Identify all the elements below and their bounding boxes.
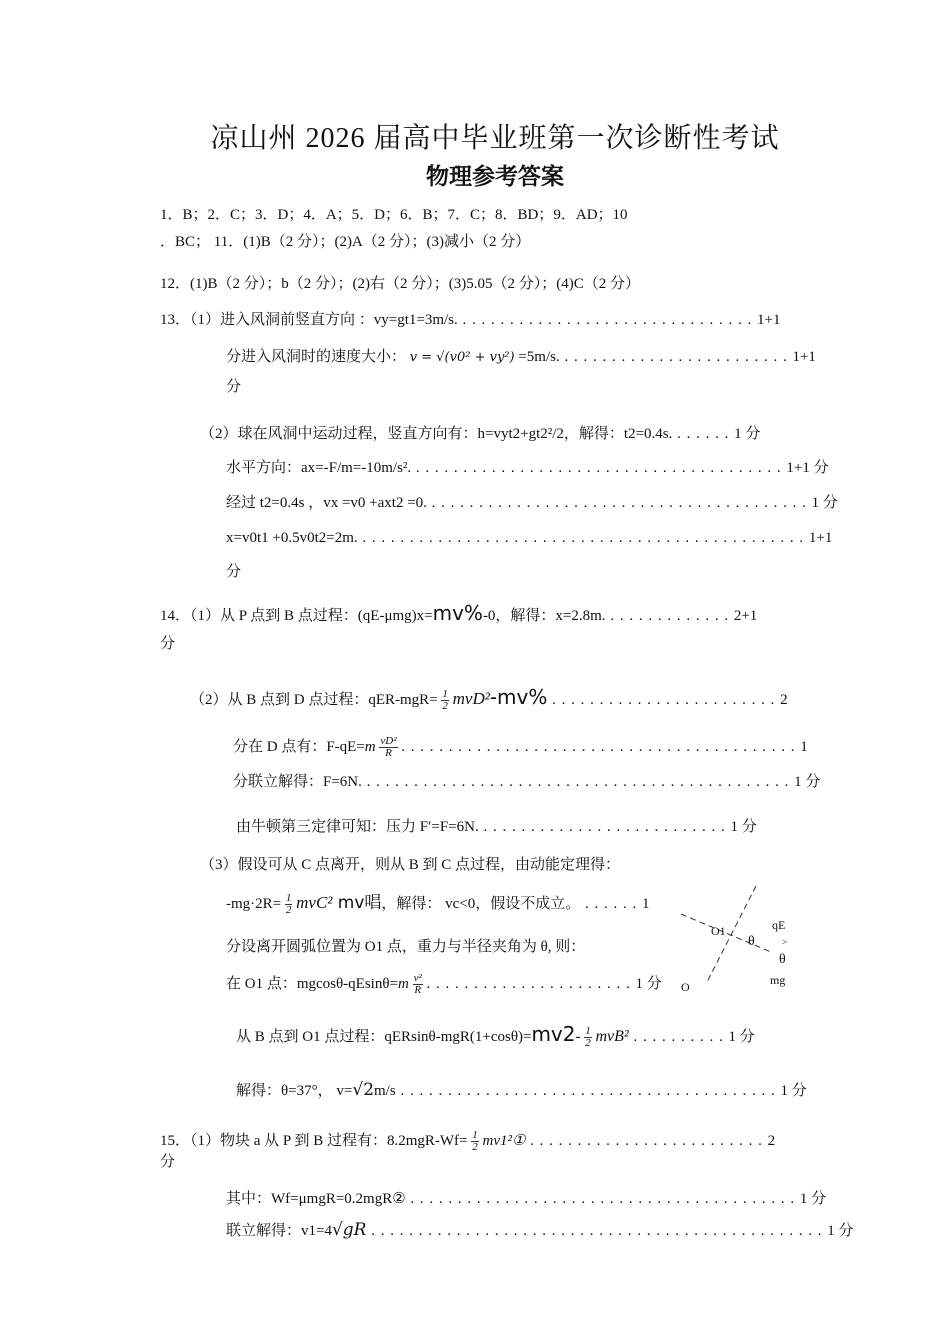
q14-line-2: 分 [160, 636, 176, 652]
q15-line-1: 15．（1）物块 a 从 P 到 B 过程有：8.2mgR-Wf= $\frac{1}{2}$ mv1²① . . . . . . . . . . . . . . . . . . . . . . . . . 2 [160, 1129, 776, 1153]
q13-line-1: 13．（1）进入风洞前竖直方向 ：vy=gt1=3m/s. . . . . . . . . . . . . . . . . . . . . . . . . . . . . . . . 1+1 [160, 312, 781, 328]
label-o1: O1 [711, 924, 726, 938]
q13-line-7: x=v0t1 +0.5v0t2=2m. . . . . . . . . . . . . . . . . . . . . . . . . . . . . . . . . . . . . . . . . . . . . . . . 1+1 [226, 530, 833, 546]
q15-line-2: 分 [160, 1154, 176, 1170]
arrow-icon: > [782, 937, 788, 947]
q13-line-3: 分 [226, 379, 242, 395]
q14-line-5: 分联立解得：F=6N. . . . . . . . . . . . . . . . . . . . . . . . . . . . . . . . . . . . . . . . . . . . . . 1 分 [233, 774, 821, 790]
exam-title: 凉山州 2026 届高中毕业班第一次诊断性考试 [210, 123, 780, 154]
force-diagram [676, 884, 796, 994]
q14-line-8: -mg·2R= $\frac{1}{2}$ mvC² mv唱，解得： vc<0，假设不成立。 . . . . . . 1 [226, 892, 650, 917]
q13-line-6: 经过 t2=0.4s ，vx =v0 +axt2 =0. . . . . . . . . . . . . . . . . . . . . . . . . . . . . . . . . . . . . . . . . 1 分 [226, 495, 838, 511]
speed-formula: v = √(v0² + vy²) [409, 350, 515, 365]
q14-line-1: 14．（1）从 P 点到 B 点过程：(qE-μmg)x=mv%-0，解得：x=2.8m. . . . . . . . . . . . . . 2+1 [160, 601, 758, 625]
q14-line-7: （3）假设可从 C 点离开，则从 B 到 C 点过程，由动能定理得： [200, 857, 621, 873]
label-theta-2: θ [779, 952, 786, 967]
q15-line-3: 其中：Wf=μmgR=0.2mgR② . . . . . . . . . . . . . . . . . . . . . . . . . . . . . . . . . . . . . . . . . 1 分 [226, 1191, 827, 1207]
q14-line-3: （2）从 B 点到 D 点过程：qER-mgR= $\frac{1}{2}$ mvD²-mv% . . . . . . . . . . . . . . . . . . . . . . . . 2 [190, 685, 788, 713]
q12-answer: 12．(1)B（2 分）；b（2 分）；(2)右（2 分）；(3)5.05（2 分）；(4)C（2 分） [160, 276, 640, 292]
q13-line-5: 水平方向：ax=-F/m=-10m/s². . . . . . . . . . . . . . . . . . . . . . . . . . . . . . . . . . . . . . . . 1+1 分 [226, 460, 829, 476]
mc-answers-line-2: ．BC； 11．(1)B（2 分）；(2)A（2 分）；(3)减小（2 分） [160, 234, 531, 250]
q14-line-9: 分设离开圆弧位置为 O1 点，重力与半径夹角为 θ, 则： [226, 939, 586, 955]
label-mg: mg [770, 973, 786, 987]
q13-line-4: （2）球在风洞中运动过程，竖直方向有：h=vyt2+gt2²/2，解得：t2=0.4s. . . . . . . 1 分 [200, 426, 761, 442]
label-o: O [681, 980, 690, 994]
q14-line-10: 在 O1 点：mgcosθ-qEsinθ=m $\frac{\text{v²}}{R}$ . . . . . . . . . . . . . . . . . . . . . . 1 分 [226, 972, 662, 996]
q14-line-11: 从 B 点到 O1 点过程：qERsinθ-mgR(1+cosθ)=mv2- $\frac{1}{2}$ mvB² . . . . . . . . . . 1 分 [236, 1022, 755, 1050]
label-theta-1: θ [748, 934, 755, 949]
q14-line-4: 分在 D 点有：F-qE=m $\frac{\text{vD²}}{R}$ . . . . . . . . . . . . . . . . . . . . . . . . . . . . . . . . . . . . . . . . . . 1 [233, 735, 808, 759]
q14-line-12: 解得：θ=37°， v=√2m/s . . . . . . . . . . . . . . . . . . . . . . . . . . . . . . . . . . . . . . . . 1 分 [236, 1080, 807, 1100]
answer-subtitle: 物理参考答案 [426, 164, 564, 190]
q13-line-2: 分进入风洞时的速度大小： v = √(v0² + vy²) =5m/s. . . . . . . . . . . . . . . . . . . . . . . . . 1+1 [226, 349, 816, 365]
q14-line-6: 由牛顿第三定律可知：压力 F′=F=6N. . . . . . . . . . . . . . . . . . . . . . . . . . . 1 分 [236, 819, 757, 835]
label-qe: qE [772, 918, 786, 932]
q15-line-4: 联立解得：v1=4√gR . . . . . . . . . . . . . . . . . . . . . . . . . . . . . . . . . . . . . . . . . . . . . . . . 1 分 [226, 1220, 854, 1240]
mc-answers-line-1: 1．B；2．C；3．D；4．A；5．D；6．B；7．C；8．BD；9．AD；10 [160, 207, 628, 223]
q13-line-8: 分 [226, 564, 242, 580]
